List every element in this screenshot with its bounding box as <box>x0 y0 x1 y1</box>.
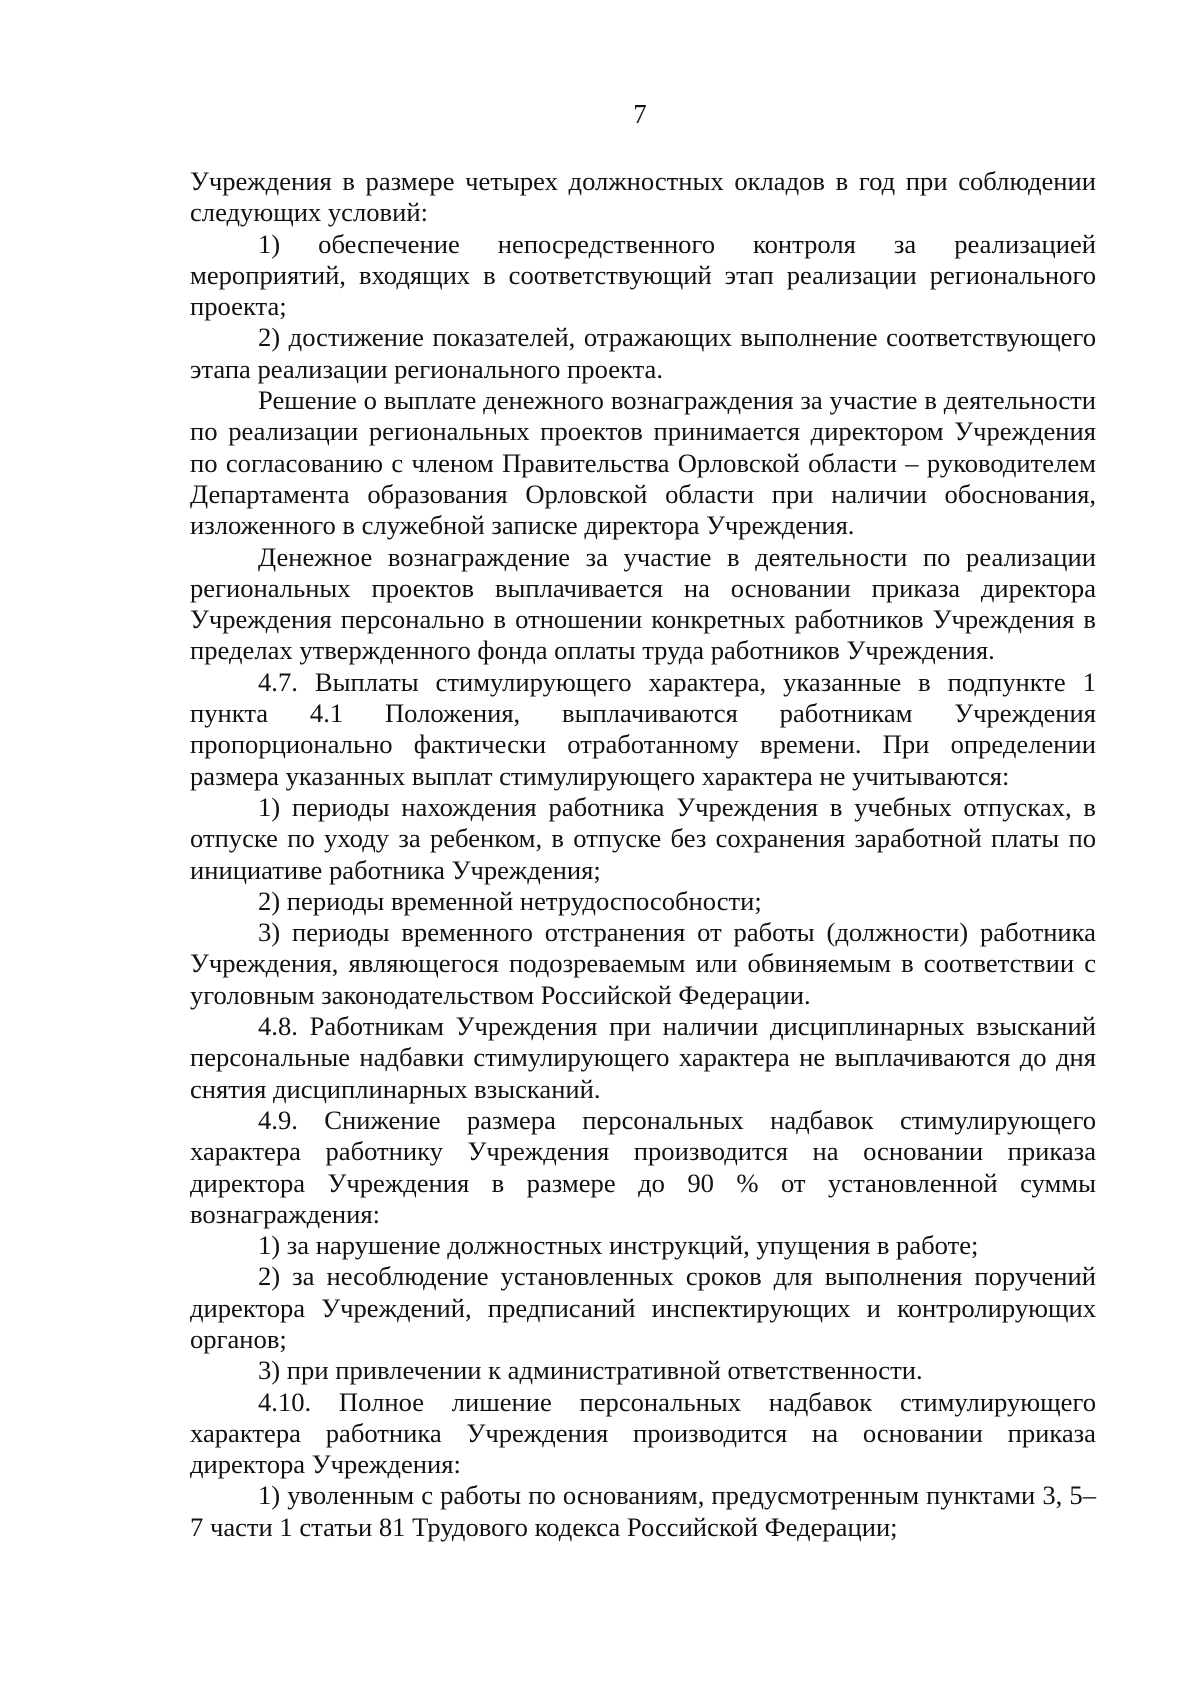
paragraph: Денежное вознаграждение за участие в деятельности по реализации региональных проектов выплачивается на основании приказа директора Учреждения персонально в отношении конкретных работников Учреждения в пределах утвержденного фонда оплаты труда работников Учреждения. <box>190 541 1096 666</box>
paragraph: Учреждения в размере четырех должностных окладов в год при соблюдении следующих условий: <box>190 166 1096 228</box>
document-body <box>190 166 1096 1543</box>
paragraph: 1) за нарушение должностных инструкций, упущения в работе; <box>258 1230 979 1261</box>
paragraph: 1) периоды нахождения работника Учреждения в учебных отпусках, в отпуске по уходу за ребенком, в отпуске без сохранения заработной платы по инициативе работника Учреждения; <box>190 791 1096 885</box>
paragraph: 2) за несоблюдение установленных сроков для выполнения поручений директора Учреждений, предписаний инспектирующих и контролирующих органов; <box>190 1261 1096 1354</box>
paragraph: 2) периоды временной нетрудоспособности; <box>258 885 762 916</box>
paragraph: 3) периоды временного отстранения от работы (должности) работника Учреждения, являющегося подозреваемым или обвиняемым в соответствии с уголовным законодательством Российской Федерации. <box>190 917 1096 1010</box>
paragraph: 4.10. Полное лишение персональных надбавок стимулирующего характера работника Учреждения производится на основании приказа директора Учреждения: <box>190 1386 1096 1480</box>
page-number: 7 <box>633 99 647 129</box>
paragraph: 2) достижение показателей, отражающих выполнение соответствующего этапа реализации регионального проекта. <box>190 322 1096 384</box>
paragraph: 1) уволенным с работы по основаниям, предусмотренным пунктами 3, 5–7 части 1 статьи 81 Трудового кодекса Российской Федерации; <box>190 1480 1096 1542</box>
paragraph: 4.8. Работникам Учреждения при наличии дисциплинарных взысканий персональные надбавки стимулирующего характера не выплачиваются до дня снятия дисциплинарных взысканий. <box>190 1011 1096 1104</box>
paragraph: 4.7. Выплаты стимулирующего характера, указанные в подпункте 1 пункта 4.1 Положения, выплачиваются работникам Учреждения пропорционально фактически отработанному времени. При определении размера указанных выплат стимулирующего характера не учитываются: <box>190 666 1096 791</box>
paragraph: Решение о выплате денежного вознаграждения за участие в деятельности по реализации региональных проектов принимается директором Учреждения по согласованию с членом Правительства Орловской области – руководителем Департамента образования Орловской области при наличии обоснования, изложенного в служебной записке директора Учреждения. <box>190 385 1096 541</box>
paragraph: 1) обеспечение непосредственного контроля за реализацией мероприятий, входящих в соответствующий этап реализации регионального проекта; <box>190 228 1096 322</box>
paragraph: 4.9. Снижение размера персональных надбавок стимулирующего характера работнику Учреждения производится на основании приказа директора Учреждения в размере до 90 % от установленной суммы вознаграждения: <box>190 1104 1096 1229</box>
paragraph: 3) при привлечении к административной ответственности. <box>258 1355 923 1386</box>
